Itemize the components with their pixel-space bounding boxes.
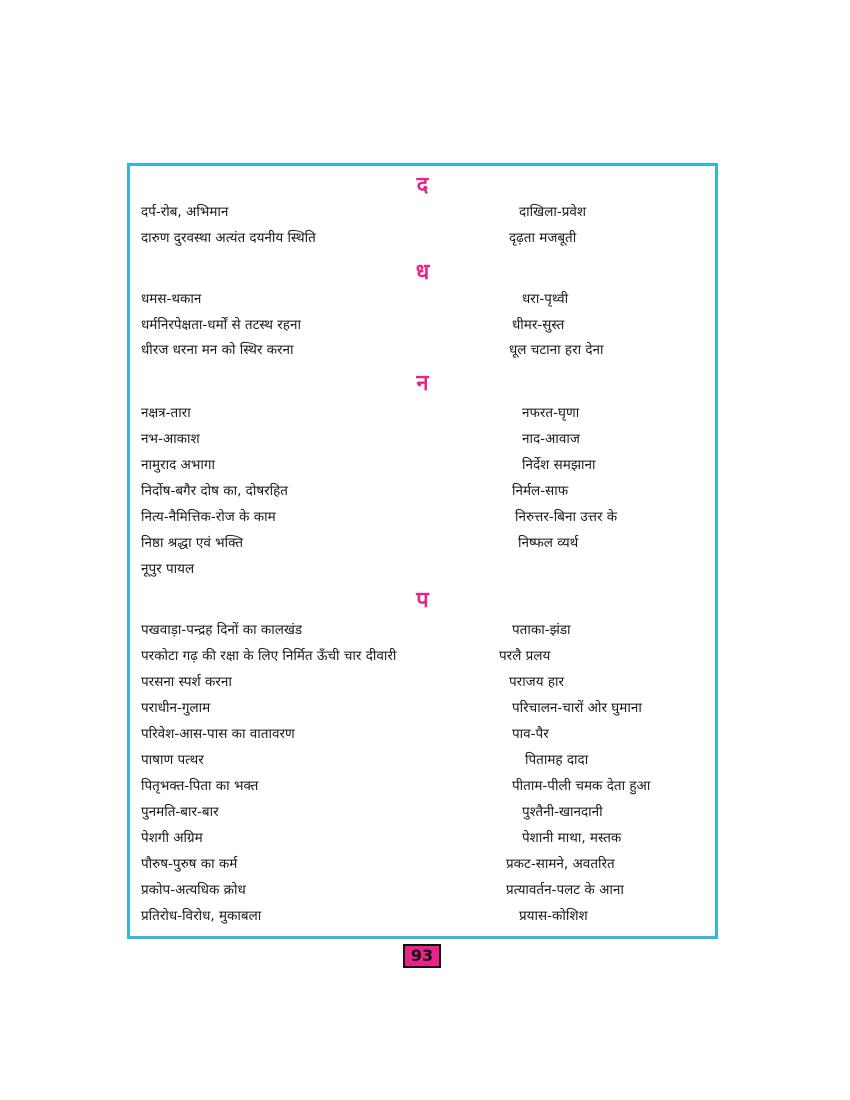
glossary-entry: प्रयास-कोशिश [519, 908, 588, 924]
section-heading-da: द [416, 173, 429, 198]
glossary-frame [127, 163, 718, 939]
glossary-entry: पाषाण पत्थर [141, 752, 204, 768]
glossary-entry: प्रकोप-अत्यधिक क्रोध [141, 882, 246, 898]
glossary-entry: दर्प-रोब, अभिमान [141, 204, 229, 220]
glossary-entry: निर्दोष-बगैर दोष का, दोषरहित [141, 483, 289, 499]
glossary-entry: नामुराद अभागा [141, 457, 215, 473]
glossary-entry: धर्मनिरपेक्षता-धर्मों से तटस्थ रहना [141, 317, 301, 333]
glossary-entry: प्रत्यावर्तन-पलट के आना [506, 882, 624, 898]
glossary-entry: पताका-झंडा [512, 622, 571, 638]
glossary-entry: पितृभक्त-पिता का भक्त [141, 778, 259, 794]
section-heading-na: न [416, 371, 429, 396]
glossary-entry: नभ-आकाश [141, 431, 200, 447]
glossary-entry: परलै प्रलय [499, 648, 551, 664]
glossary-entry: पखवाड़ा-पन्द्रह दिनों का कालखंड [141, 622, 303, 638]
glossary-entry: पितामह दादा [525, 752, 589, 768]
glossary-entry: धीरज धरना मन को स्थिर करना [141, 342, 294, 358]
glossary-entry: निष्ठा श्रद्धा एवं भक्ति [141, 535, 244, 551]
glossary-entry: नक्षत्र-तारा [141, 405, 191, 421]
glossary-entry: परिचालन-चारों ओर घुमाना [512, 700, 642, 716]
glossary-entry: नाद-आवाज [522, 431, 580, 447]
glossary-entry: धरा-पृथ्वी [522, 291, 569, 307]
glossary-entry: पाव-पैर [512, 726, 549, 742]
glossary-entry: निर्देश समझाना [522, 457, 596, 473]
glossary-entry: नूपुर पायल [141, 561, 195, 577]
glossary-entry: नित्य-नैमित्तिक-रोज के काम [141, 509, 276, 525]
glossary-entry: पीताम-पीली चमक देता हुआ [512, 778, 651, 794]
glossary-entry: पेशानी माथा, मस्तक [522, 830, 622, 846]
glossary-entry: परिवेश-आस-पास का वातावरण [141, 726, 295, 742]
glossary-entry: पुश्तैनी-खानदानी [522, 804, 603, 820]
glossary-entry: धूल चटाना हरा देना [509, 342, 604, 358]
glossary-entry: पराजय हार [509, 674, 565, 690]
glossary-entry: पुनमति-बार-बार [141, 804, 219, 820]
section-heading-pa: प [416, 588, 429, 613]
glossary-entry: पराधीन-गुलाम [141, 700, 211, 716]
glossary-entry: दृढ़ता मजबूती [509, 230, 577, 246]
glossary-entry: निर्मल-साफ [512, 483, 569, 499]
glossary-entry: धमस-थकान [141, 291, 202, 307]
glossary-entry: प्रतिरोध-विरोध, मुकाबला [141, 908, 262, 924]
glossary-entry: दाखिला-प्रवेश [519, 204, 587, 220]
glossary-entry: धीमर-सुस्त [512, 317, 565, 333]
glossary-entry: प्रकट-सामने, अवतरित [506, 856, 615, 872]
glossary-entry: निरुत्तर-बिना उत्तर के [515, 509, 618, 525]
page-number-badge: 93 [403, 944, 441, 968]
glossary-entry: नफरत-घृणा [522, 405, 580, 421]
glossary-entry: परकोटा गढ़ की रक्षा के लिए निर्मित ऊँची चार दीवारी [141, 648, 397, 664]
glossary-entry: पेशगी अग्रिम [141, 830, 203, 846]
section-heading-dha: ध [415, 260, 430, 285]
glossary-entry: परसना स्पर्श करना [141, 674, 232, 690]
glossary-entry: निष्फल व्यर्थ [518, 535, 579, 551]
glossary-entry: पौरुष-पुरुष का कर्म [141, 856, 238, 872]
glossary-entry: दारुण दुरवस्था अत्यंत दयनीय स्थिति [141, 230, 316, 246]
